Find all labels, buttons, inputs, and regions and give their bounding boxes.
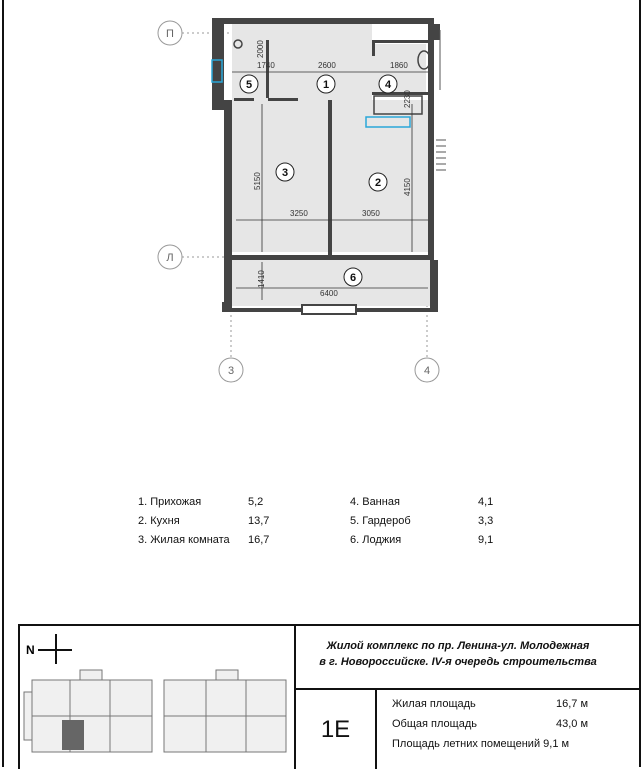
area-row: [392, 718, 632, 738]
axis-label-p: П: [166, 28, 174, 40]
room-number-6: 6: [349, 272, 357, 284]
legend-row: [138, 515, 498, 534]
area-row: [392, 698, 632, 718]
area-label: Общая площадь: [392, 718, 477, 730]
axis-label-l: Л: [166, 252, 174, 264]
dim-3050: 3050: [362, 209, 380, 218]
room-number-5: 5: [245, 79, 253, 91]
dim-3250: 3250: [290, 209, 308, 218]
room-number-4: 4: [384, 79, 392, 91]
legend-value: 4,1: [478, 496, 494, 508]
area-summary: [392, 698, 632, 758]
highlighted-apartment: [62, 720, 84, 750]
dim-5150: 5150: [253, 172, 262, 190]
project-title-line1: Жилой комплекс по пр. Ленина-ул. Молодежная: [326, 640, 590, 652]
divider-code: [375, 690, 377, 769]
project-title: [308, 638, 608, 670]
area-row: [392, 738, 632, 758]
room-number-2: 2: [374, 177, 382, 189]
dim-6400: 6400: [320, 289, 338, 298]
room-legend: [138, 496, 498, 553]
legend-value: 5,2: [248, 496, 264, 508]
dim-1410: 1410: [257, 270, 266, 288]
legend-label: 2. Кухня: [138, 515, 180, 527]
legend-value: 13,7: [248, 515, 270, 527]
legend-label: 3. Жилая комната: [138, 534, 230, 546]
room-number-1: 1: [322, 79, 330, 91]
axis-label-4: 4: [423, 365, 431, 377]
dim-1860: 1860: [390, 61, 408, 70]
legend-label: 5. Гардероб: [350, 515, 411, 527]
dim-2600: 2600: [318, 61, 336, 70]
area-value: 43,0 м: [556, 718, 589, 730]
legend-row: [138, 534, 498, 553]
key-plan: [20, 626, 294, 769]
legend-value: 3,3: [478, 515, 494, 527]
legend-label: 1. Прихожая: [138, 496, 202, 508]
area-label: Жилая площадь: [392, 698, 476, 710]
title-block-frame: [18, 624, 641, 769]
area-label: Площадь летних помещений 9,1 м: [392, 738, 570, 750]
legend-value: 16,7: [248, 534, 270, 546]
legend-label: 6. Лоджия: [350, 534, 402, 546]
dim-1740: 1740: [257, 61, 275, 70]
legend-row: [138, 496, 498, 515]
area-value: 16,7 м: [556, 698, 589, 710]
stair-hatching: [436, 30, 446, 170]
dim-2000: 2000: [256, 40, 265, 58]
legend-value: 9,1: [478, 534, 494, 546]
axis-label-3: 3: [227, 365, 235, 377]
room-number-3: 3: [281, 167, 289, 179]
dim-4150: 4150: [403, 178, 412, 196]
project-title-line2: в г. Новороссийске. IV-я очередь строительства: [319, 656, 597, 668]
compass-north-label: N: [26, 643, 35, 657]
compass: [38, 634, 72, 664]
legend-label: 4. Ванная: [350, 496, 400, 508]
apartment-code: 1Е: [320, 715, 351, 743]
dim-2230: 2230: [403, 90, 412, 108]
